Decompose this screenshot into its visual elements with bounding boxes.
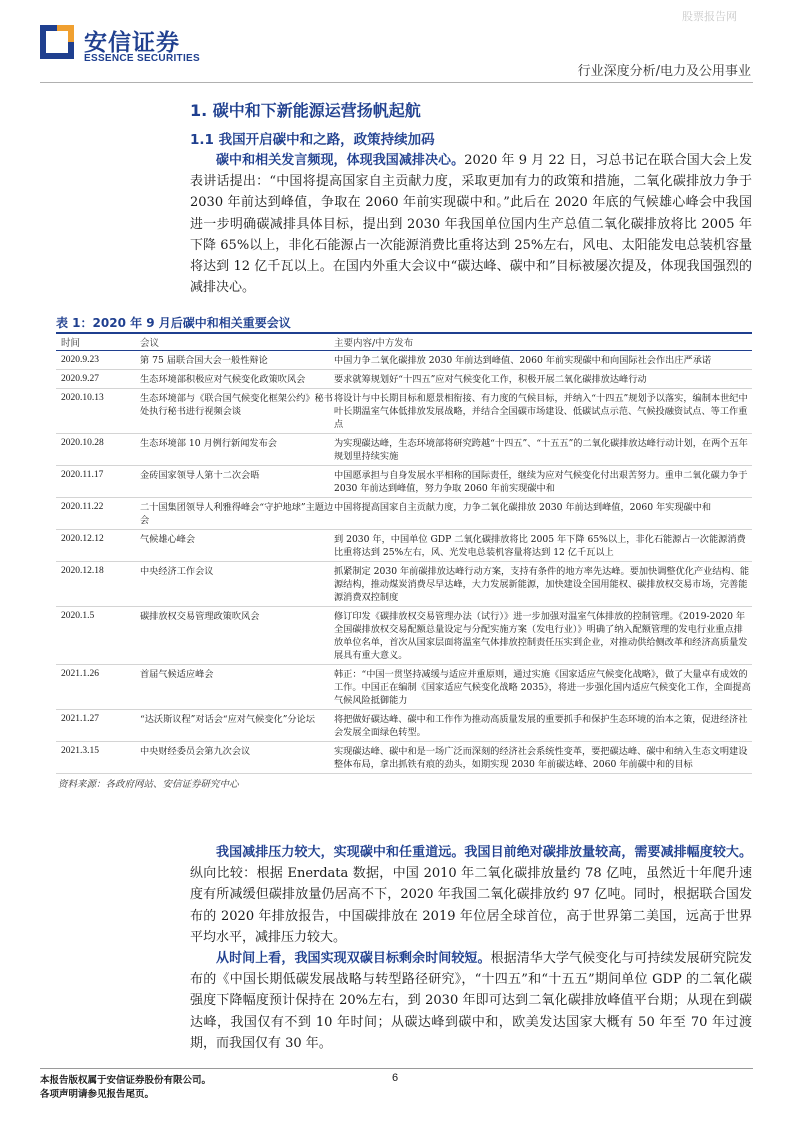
table-cell-content: 将设计与中长期目标和愿景相衔接、有力度的气候目标，并纳入“十四五”规划予以落实，编制本世纪中叶长期温室气体低排放发展战略，并结合全国碳市场建设、低碳试点示范、气候投融资试点、等工作重点 [334, 393, 748, 430]
paragraph-3 [190, 948, 752, 1054]
meetings-table [56, 332, 752, 790]
brand-logo [40, 25, 240, 67]
table-cell-content: 将把做好碳达峰、碳中和工作作为推动高质量发展的重要抓手和保护生态环境的治本之策，促进经济社会发展全面绿色转型。 [334, 714, 748, 738]
table-cell-meeting: 气候雄心峰会 [140, 534, 196, 545]
table-cell-meeting: 第 75 届联合国大会一般性辩论 [140, 355, 268, 366]
paragraph-2-body: 纵向比较：根据 Enerdata 数据，中国 2010 年二氧化碳排放量约 78 亿吨，虽然近十年爬升速度有所减缓但碳排放量仍居高不下，2020 年我国二氧化碳排放约 97 亿吨。同时，根据联合国发布的 2020 年排放报告，中国碳排放在 2019 年位居全球首位，高于世界第二美国，远高于世界平均水平，减排压力较大。 [190, 866, 752, 945]
page-number: 6 [392, 1072, 399, 1084]
table-cell-content: 中国愿承担与自身发展水平相称的国际责任，继续为应对气候变化付出艰苦努力。重申二氧化碳力争于 2030 年前达到峰值，努力争取 2060 年前实现碳中和 [334, 470, 748, 494]
paragraph-3-body: 根据清华大学气候变化与可持续发展研究院发布的《中国长期低碳发展战略与转型路径研究》，“十四五”和“十五五”期间单位 GDP 的二氧化碳强度下降幅度预计保持在 20%左右，到 2030 年即可达到二氧化碳排放峰值平台期；从现在到碳达峰，我国仅有不到 10 年时间；从碳达峰到碳中和，欧美发达国家大概有 50 年至 70 年过渡期，而我国仅有 30 年。 [190, 951, 752, 1051]
table-cell-meeting: 首届气候适应峰会 [140, 669, 214, 680]
table-cell-content: 韩正：“中国一贯坚持减缓与适应并重原则，通过实施《国家适应气候变化战略》，做了大量卓有成效的工作。中国正在编制《国家适应气候变化战略 2035》，将进一步强化国内适应气候变化工作，全面提高气候风险抵御能力 [334, 669, 751, 706]
table-cell-meeting: 生态环境部与《联合国气候变化框架公约》秘书处执行秘书进行视频会谈 [140, 393, 333, 417]
paragraph-1-body: 2020 年 9 月 22 日，习总书记在联合国大会上发表讲话提出：“中国将提高国家自主贡献力度，采取更加有力的政策和措施，二氧化碳排放力争于 2030 年前达到峰值，争取在 2060 年前实现碳中和。”此后在 2020 年底的气候雄心峰会中我国进一步明确碳减排具体目标，提出到 2030 年我国单位国内生产总值二氧化碳排放将比 2005 年下降 65%以上，非化石能源占一次能源消费比重将达到 25%左右，风电、太阳能发电总装机容量将达到 12 亿千瓦以上。在国内外重大会议中“碳达峰、碳中和”目标被屡次提及，体现我国强烈的减排决心。 [190, 153, 752, 296]
table-cell-date: 2020.11.17 [61, 470, 104, 480]
table-cell-content: 到 2030 年，中国单位 GDP 二氧化碳排放将比 2005 年下降 65%以上，非化石能源占一次能源消费比重将达到 25%左右，风、光发电总装机容量将达到 12 亿千瓦以上 [334, 534, 746, 558]
table-row [56, 434, 752, 466]
table-row [56, 742, 752, 774]
watermark: 股票报告网 [682, 10, 737, 23]
paragraph-1 [190, 150, 752, 298]
table-header-row [56, 334, 752, 351]
subsection-heading: 1.1 我国开启碳中和之路，政策持续加码 [190, 132, 435, 148]
footer-copyright: 本报告版权属于安信证券股份有限公司。 [40, 1075, 212, 1086]
paragraph-3-lead: 从时间上看，我国实现双碳目标剩余时间较短。 [216, 951, 491, 966]
table-body [56, 351, 752, 774]
table-row [56, 370, 752, 389]
table-header-date: 时间 [61, 338, 81, 349]
table-row [56, 466, 752, 498]
table-header-content: 主要内容/中方发布 [334, 338, 414, 349]
table-cell-content: 实现碳达峰、碳中和是一场广泛而深刻的经济社会系统性变革，要把碳达峰、碳中和纳入生态文明建设整体布局，拿出抓铁有痕的劲头，如期实现 2030 年前碳达峰、2060 年前碳中和的目标 [334, 746, 748, 770]
footer-disclaimer: 各项声明请参见报告尾页。 [40, 1089, 155, 1100]
table-cell-date: 2021.3.15 [61, 746, 99, 756]
brand-logo-mark-icon [40, 25, 74, 59]
header-divider [40, 82, 753, 83]
table-cell-meeting: 生态环境部积极应对气候变化政策吹风会 [140, 374, 306, 385]
paragraph-2 [190, 842, 752, 948]
table-cell-date: 2020.1.5 [61, 611, 95, 621]
table-cell-content: 要求就筹规划好“十四五”应对气候变化工作，积极开展二氧化碳排放达峰行动 [334, 374, 647, 385]
table-cell-meeting: 金砖国家领导人第十二次会晤 [140, 470, 260, 481]
table-row [56, 607, 752, 665]
table-cell-date: 2020.12.18 [61, 566, 104, 576]
table-cell-meeting: 二十国集团领导人利雅得峰会“守护地球”主题边会 [140, 502, 334, 526]
table-source: 资料来源：各政府网站、安信证券研究中心 [58, 779, 239, 790]
table-row [56, 351, 752, 370]
section-heading: 1. 碳中和下新能源运营扬帆起航 [190, 101, 421, 120]
table-cell-date: 2020.9.27 [61, 374, 99, 384]
table-cell-content: 抓紧制定 2030 年前碳排放达峰行动方案，支持有条件的地方率先达峰。要加快调整优化产业结构、能源结构，推动煤炭消费尽早达峰，大力发展新能源，加快建设全国用能权、碳排放权交易市场，完善能源消费双控制度 [334, 566, 750, 603]
table-cell-content: 修订印发《碳排放权交易管理办法（试行）》进一步加强对温室气体排放的控制管理。《2019-2020 年全国碳排放权交易配额总量设定与分配实施方案（发电行业）》明确了纳入配额管理的发电行业重点排放单位名单，首次从国家层面将温室气体排放控制责任压实到企业，对推动供给侧改革和经济高质量发展具有重大意义。 [334, 611, 748, 661]
table-row [56, 710, 752, 742]
table-title: 表 1：2020 年 9 月后碳中和相关重要会议 [56, 316, 291, 330]
footer-divider [40, 1068, 753, 1069]
table-cell-date: 2020.10.28 [61, 438, 104, 448]
table-row [56, 389, 752, 434]
table-cell-date: 2020.10.13 [61, 393, 104, 403]
table-row [56, 498, 752, 530]
table-cell-date: 2020.11.22 [61, 502, 104, 512]
table-row [56, 530, 752, 562]
table-cell-meeting: 中央财经委员会第九次会议 [140, 746, 251, 757]
table-cell-content: 为实现碳达峰，生态环境部将研究跨越“十四五”、“十五五”的二氧化碳排放达峰行动计划，在两个五年规划里持续实施 [334, 438, 748, 462]
table-row [56, 562, 752, 607]
paragraph-2-lead: 我国减排压力较大，实现碳中和任重道远。我国目前绝对碳排放量较高，需要减排幅度较大。 [216, 845, 752, 860]
table-cell-date: 2020.9.23 [61, 355, 99, 365]
table-row [56, 665, 752, 710]
table-header-meeting: 会议 [140, 338, 160, 349]
brand-en-name: ESSENCE SECURITIES [84, 53, 200, 64]
table-cell-content: 中国力争二氧化碳排放 2030 年前达到峰值、2060 年前实现碳中和向国际社会作出庄严承诺 [334, 355, 712, 366]
table-cell-meeting: 中央经济工作会议 [140, 566, 214, 577]
brand-cn-name: 安信证券 [84, 30, 180, 56]
table-cell-meeting: 碳排放权交易管理政策吹风会 [140, 611, 260, 622]
table-cell-meeting: “达沃斯议程”对话会“应对气候变化”分论坛 [140, 714, 315, 725]
report-category: 行业深度分析/电力及公用事业 [577, 64, 751, 79]
table-cell-date: 2021.1.27 [61, 714, 99, 724]
table-cell-date: 2021.1.26 [61, 669, 99, 679]
paragraph-1-lead: 碳中和相关发言频现，体现我国减排决心。 [216, 153, 465, 168]
table-cell-content: 中国将提高国家自主贡献力度，力争二氧化碳排放 2030 年前达到峰值，2060 年实现碳中和 [334, 502, 712, 513]
table-cell-meeting: 生态环境部 10 月例行新闻发布会 [140, 438, 277, 449]
table-cell-date: 2020.12.12 [61, 534, 104, 544]
